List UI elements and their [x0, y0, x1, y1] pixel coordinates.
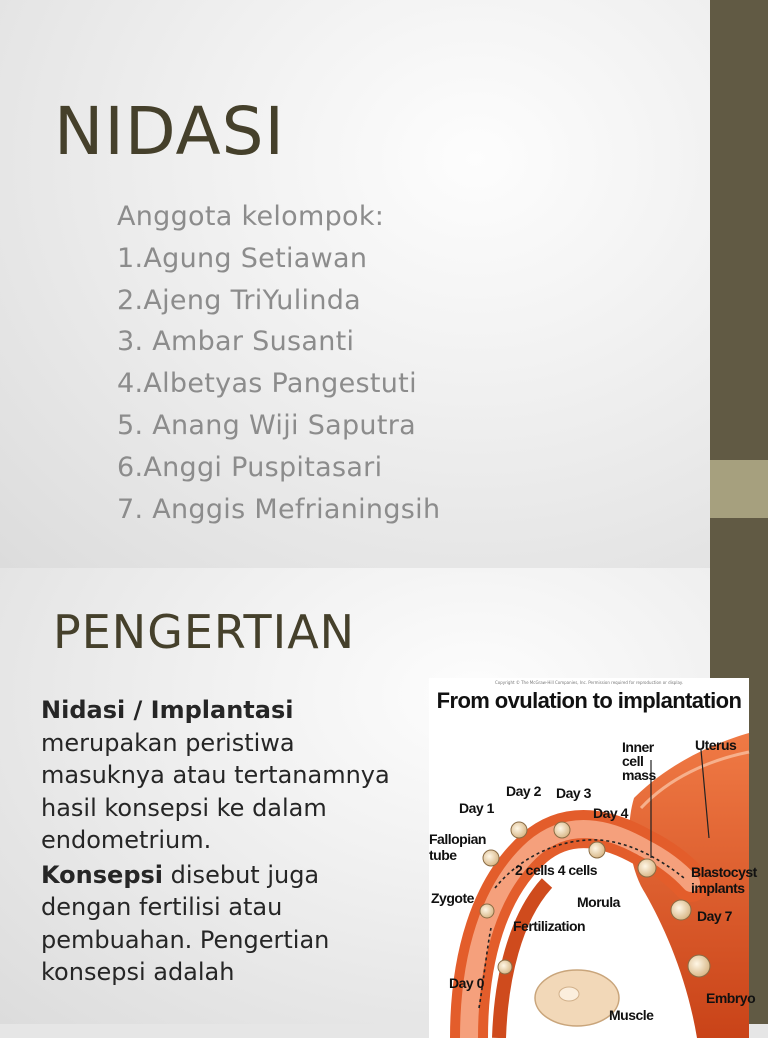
implanted-blastocyst	[671, 900, 691, 920]
label-muscle: Muscle	[609, 1007, 654, 1023]
term-konsepsi: Konsepsi	[41, 860, 164, 889]
figure-copyright: Copyright © The McGraw-Hill Companies, Inc. Permission required for reproduction or display.	[495, 680, 683, 685]
zygote-cell	[480, 904, 494, 918]
label-fallopian-tube: tube	[429, 847, 457, 863]
member-item: 1.Agung Setiawan	[117, 242, 368, 274]
member-list-heading: Anggota kelompok:	[117, 201, 385, 232]
day1-cell	[483, 850, 499, 866]
slide-title: NIDASI	[54, 93, 286, 170]
member-item: 4.Albetyas Pangestuti	[117, 368, 417, 400]
label-day7: Day 7	[697, 908, 732, 924]
implantation-diagram	[429, 678, 757, 1038]
day2-cell	[511, 822, 527, 838]
definition-konsepsi: disebut juga dengan fertilisi atau pembuahan. Pengertian konsepsi adalah	[41, 860, 330, 986]
label-day3: Day 3	[556, 785, 591, 801]
day0-ovum	[498, 960, 512, 974]
label-morula: Morula	[577, 894, 620, 910]
label-inner-cell-mass: mass	[622, 767, 656, 783]
label-day4: Day 4	[593, 805, 628, 821]
figure-title: From ovulation to implantation	[436, 688, 742, 713]
definition-text	[41, 694, 391, 991]
label-inner-cell-mass: Inner	[622, 739, 654, 755]
blastocyst-cell	[638, 859, 656, 877]
slide-pengertian	[0, 568, 768, 1024]
day3-cell	[554, 822, 570, 838]
member-item: 3. Ambar Susanti	[117, 326, 355, 358]
definition-nidasi: merupakan peristiwa masuknya atau tertanamnya hasil konsepsi ke dalam endometrium.	[41, 728, 390, 854]
label-day2: Day 2	[506, 783, 541, 799]
definition-paragraph	[41, 694, 391, 857]
implantation-illustration	[429, 678, 757, 1038]
label-fertilization: Fertilization	[513, 918, 586, 934]
member-item: 7. Anggis Mefrianingsih	[117, 493, 441, 525]
sidebar-accent-block	[710, 460, 768, 518]
label-day0: Day 0	[449, 975, 484, 991]
label-fallopian-tube: Fallopian	[429, 831, 486, 847]
member-item: 2.Ajeng TriYulinda	[117, 284, 362, 316]
label-inner-cell-mass: cell	[622, 753, 644, 769]
follicle	[559, 987, 579, 1001]
morula-cell	[589, 842, 605, 858]
term-nidasi: Nidasi / Implantasi	[41, 696, 294, 724]
label-day1: Day 1	[459, 800, 494, 816]
member-list	[117, 196, 440, 530]
member-item: 5. Anang Wiji Saputra	[117, 409, 416, 441]
label-embryo: Embryo	[706, 990, 756, 1006]
member-item: 6.Anggi Puspitasari	[117, 451, 383, 483]
label-cells: 2 cells 4 cells	[515, 862, 598, 878]
slide-title: PENGERTIAN	[53, 605, 356, 659]
label-uterus: Uterus	[695, 737, 737, 753]
label-blastocyst: implants	[691, 880, 745, 896]
definition-paragraph	[41, 859, 391, 989]
label-zygote: Zygote	[431, 890, 474, 906]
label-blastocyst: Blastocyst	[691, 864, 757, 880]
embryo-cell	[688, 955, 710, 977]
